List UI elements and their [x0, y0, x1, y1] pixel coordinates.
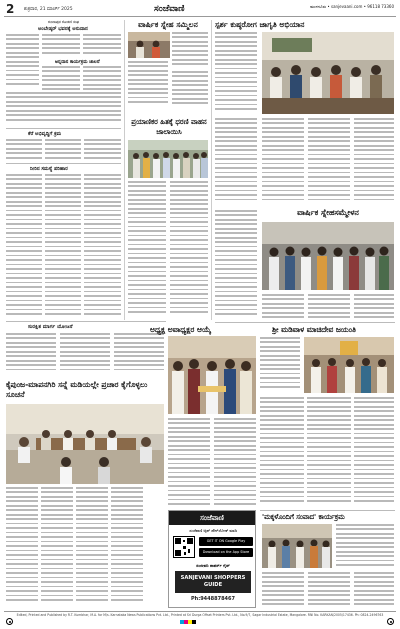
classroom-photo: [262, 32, 394, 114]
annual-photo: [128, 32, 170, 58]
article-text: [170, 181, 208, 317]
article-text: [262, 118, 304, 206]
jayanti-title: ಶ್ರೀ ಮಡಿವಾಳ ಮಾಚಿದೇವ ಜಯಂತಿ: [272, 325, 356, 334]
black-swatch: [192, 620, 196, 624]
article-text: [60, 333, 110, 375]
shop-kannada-name: ಸಂಜೀವನಿ ಶಾಪರ್ಸ್ ಗೈಡ್: [196, 563, 230, 568]
article-text: [128, 181, 166, 317]
article-text: [308, 294, 350, 320]
app-store-badge[interactable]: Download on the App Store: [199, 548, 253, 557]
divider: [6, 321, 166, 322]
left-title-3: ಕೆರೆ ಅಭಿವೃದ್ಧಿಗೆ ಕ್ರಮ: [28, 131, 62, 137]
article-text: [214, 418, 256, 508]
left-top-kicker: ಕುಂದಾಪುರ ಕೊಂಕಣಿ ಸಂಘ: [48, 20, 80, 24]
article-text: [45, 139, 81, 161]
shop-name: SANJEVANI SHOPPERS GUIDE: [175, 571, 251, 593]
protest-title: ಪ್ರಯಾಣಿಕರ ಹಿತಕ್ಕೆ ಧರಣಿ ವಾಹನ ಜಾಲಾಯಿಸಿ: [131, 118, 207, 136]
article-text: [215, 32, 257, 114]
article-text: [308, 118, 350, 206]
article-text: [84, 174, 121, 318]
article-text: [354, 397, 394, 507]
study-title: ಸ್ಪರ್ಶ ಕುಷ್ಠರೋಗ ಜಾಗೃತಿ ಅಭಿಯಾನ: [215, 20, 305, 29]
article-text: [41, 487, 73, 607]
column-rule: [211, 20, 212, 320]
president-photo: [168, 336, 256, 414]
article-text: [83, 66, 121, 94]
article-text: [114, 333, 164, 375]
qr-code: [173, 536, 195, 558]
divider: [260, 510, 395, 511]
article-text: [354, 572, 394, 608]
article-text: [76, 487, 108, 607]
registration-mark: [387, 618, 394, 625]
article-text: [215, 210, 257, 320]
article-text: [6, 34, 39, 88]
contact-info: ಮಂಗಳೂರು • sanjevaani.com • 96118 73360: [310, 4, 394, 9]
paper-name: ಸಂಜೆವಾಣಿ: [154, 4, 185, 14]
article-text: [6, 92, 121, 124]
footer-rule: [4, 611, 396, 612]
article-text: [83, 34, 121, 58]
article-text: [215, 118, 257, 206]
article-text: [262, 572, 304, 608]
shop-phone: Ph:9448878467: [190, 596, 235, 602]
article-text: [6, 333, 56, 375]
article-text: [260, 397, 304, 507]
article-text: [6, 139, 42, 161]
ad-brand: ಸಂಜೆವಾಣಿ: [169, 511, 255, 525]
masthead: [4, 3, 396, 17]
article-text: [168, 418, 210, 508]
article-text: [128, 61, 168, 109]
protest-photo: [128, 140, 208, 178]
article-text: [336, 524, 394, 568]
registration-mark: [6, 618, 13, 625]
divider: [6, 163, 121, 164]
article-text: [354, 294, 394, 320]
gathering-photo: [262, 222, 394, 290]
imprint: Edited, Printed and Published by R.T. Kumbhar, M.A. for M/s. Karnataka News Publications Pvt. Ltd., Printed at Sri Durga Offset Printers Pvt. Ltd., No.9/7, Sagar Industrial Estate, Mangalore. RNI No. KARKAN/2005/17436. Ph: 0824-2496763: [16, 613, 384, 617]
article-text: [84, 139, 121, 161]
article-text: [172, 32, 208, 68]
article-text: [307, 397, 351, 507]
sanjevani-app-ad[interactable]: [168, 510, 256, 608]
meeting-photo: [6, 404, 164, 484]
left-top-title: ಅಂಬೇಡ್ಕರ್ ಭವನಕ್ಕೆ ಅನುದಾನ: [38, 26, 88, 32]
issue-date: ಶುಕ್ರವಾರ, 21 ಮಾರ್ಚ್ 2025: [24, 7, 73, 12]
column-rule: [124, 20, 125, 320]
left-title-2: ಅನ್ನದಾನ ಕಾರ್ಯಕ್ರಮ ಚಾಲನೆ: [55, 60, 100, 65]
divider: [215, 322, 395, 323]
article-text: [111, 487, 143, 607]
program-title: 'ಮಕ್ಕಳೊಂದಿಗೆ ಸಂವಾದ' ಕಾರ್ಯಕ್ರಮ: [262, 513, 345, 521]
ad-tagline: ಸಂಜೆವಾಣಿ ಆ್ಯಪ್ ಡೌನ್‌ಲೋಡ್ ಮಾಡಿ: [189, 528, 237, 533]
google-play-badge[interactable]: GET IT ON Google Play: [199, 537, 253, 546]
article-text: [260, 337, 300, 393]
article-text: [6, 487, 38, 607]
annual2-title: ವಾರ್ಷಿಕ ಸ್ನೇಹಸಮ್ಮೇಳನ: [297, 208, 359, 217]
main-headline: ಕೈಪುಂಜ-ಮಾಪನಗಿರಿ ಸನ್ನೆ ಮಡಿಯಲ್ಲೇ ಪ್ರಚಾರ ಕೈಗೊಳ್ಳಲು ಸೂಚನೆ: [6, 380, 148, 399]
article-text: [45, 174, 81, 318]
divider: [6, 128, 121, 129]
annual-title: ವಾರ್ಷಿಕ ಸ್ನೇಹ ಸಮ್ಮಿಲನ: [138, 20, 198, 29]
left-title-4: ನೀರಿನ ಸಮಸ್ಯೆ ಪರಿಹಾರ: [30, 166, 68, 172]
article-text: [262, 294, 304, 320]
president-title: ಅಧ್ಯಕ್ಷ ಅವಾಧ್ಯಕ್ಷರ ಆಯ್ಕೆ: [150, 325, 212, 334]
article-text: [42, 66, 80, 94]
article-text: [6, 174, 42, 318]
left-title-5: ಸುರಕ್ಷಿತ ಮಾರ್ಗ ಯೋಜನೆ: [28, 324, 73, 330]
article-text: [354, 118, 394, 206]
jayanti-photo: [304, 337, 394, 393]
color-swatch-bar: [180, 620, 196, 624]
article-text: [42, 34, 80, 58]
article-text: [172, 71, 208, 109]
program-photo: [262, 524, 332, 568]
article-text: [308, 572, 350, 608]
page-number: 2: [6, 2, 15, 16]
